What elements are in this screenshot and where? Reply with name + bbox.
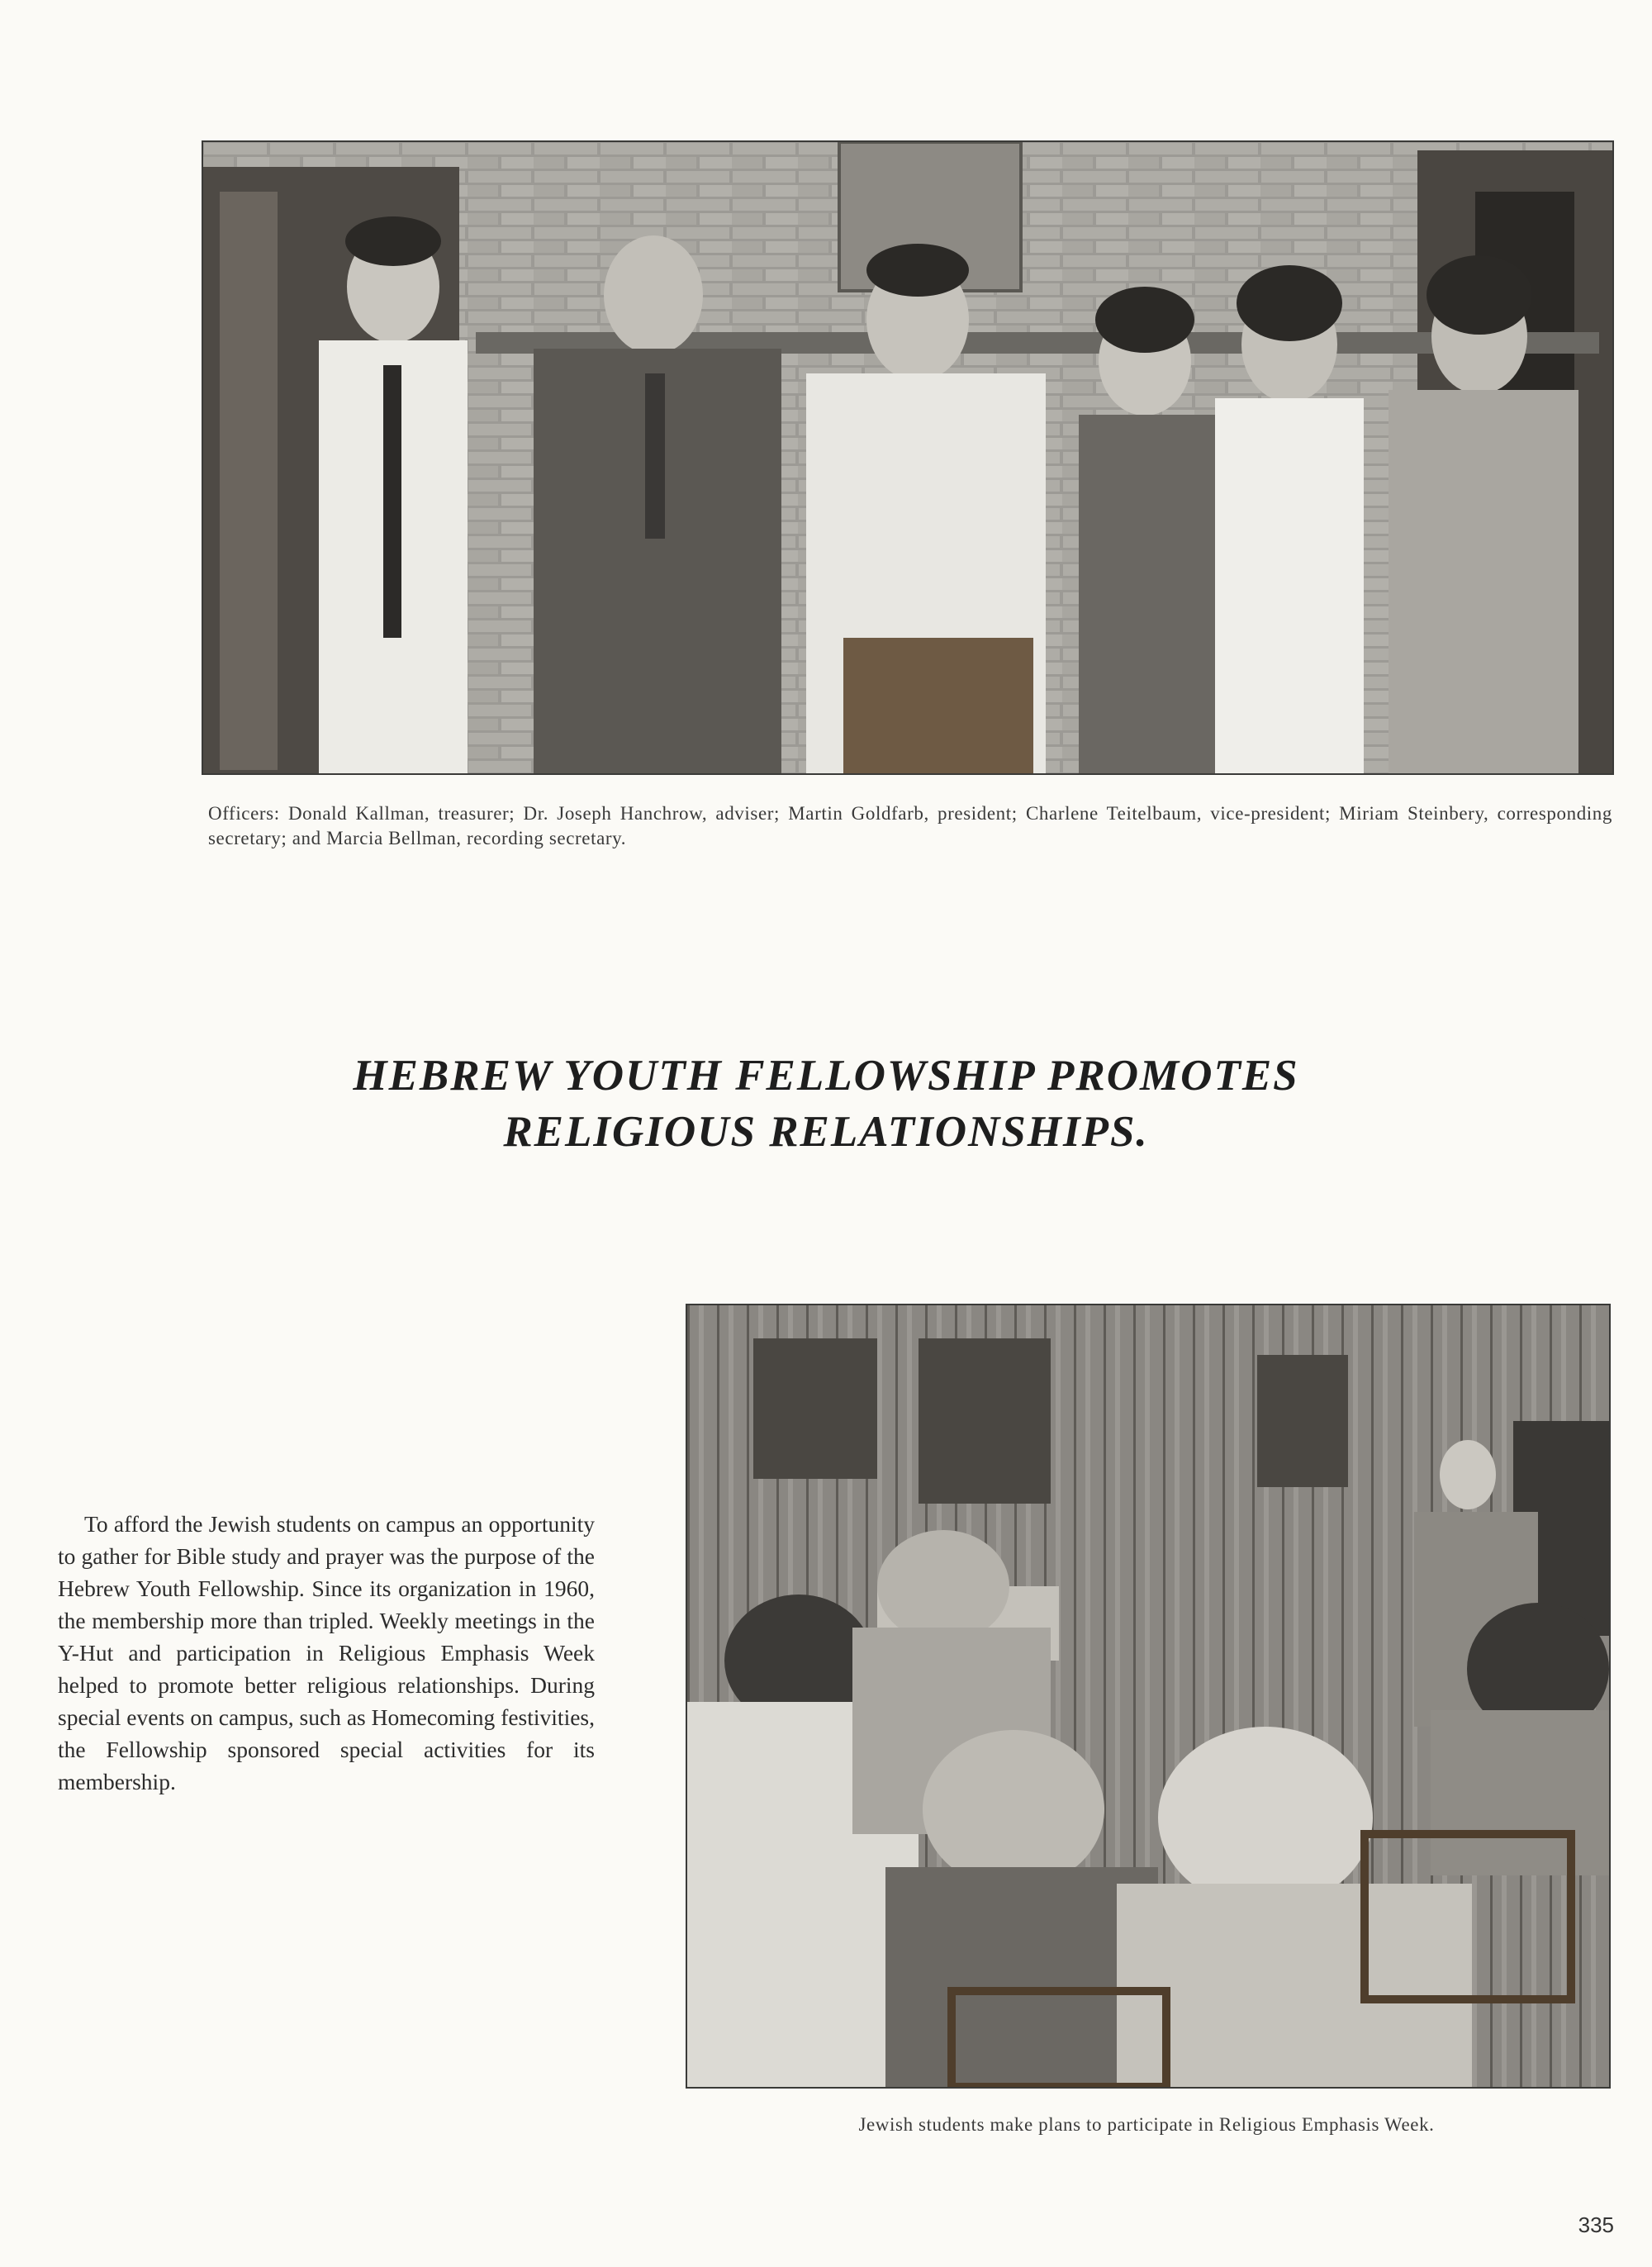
meeting-photo xyxy=(686,1304,1611,2089)
page-headline xyxy=(206,1048,1446,1160)
officers-photo-illustration xyxy=(203,142,1612,773)
officers-caption: Officers: Donald Kallman, treasurer; Dr. Joseph Hanchrow, adviser; Martin Goldfarb, president; Charlene Teitelbaum, vice-president; Miriam Steinbery, corresponding secretary; and Marcia Bellman, recording secretary. xyxy=(208,803,1612,848)
page-number: 335 xyxy=(1578,2212,1614,2237)
headline-line-1: HEBREW YOUTH FELLOWSHIP PROMOTES xyxy=(353,1051,1299,1100)
headline-line-2: RELIGIOUS RELATIONSHIPS. xyxy=(503,1107,1149,1156)
meeting-caption: Jewish students make plans to participate in Religious Emphasis Week. xyxy=(858,2114,1435,2135)
officers-photo xyxy=(202,140,1614,775)
meeting-photo-illustration xyxy=(687,1305,1609,2087)
article-paragraph: To afford the Jewish students on campus an opportunity to gather for Bible study and prayer was the purpose of the Hebrew Youth Fellowship. Since its organization in 1960, the membership more than tripled. Weekly meetings in the Y-Hut and participation in Religious Emphasis Week helped to promote better religious relationships. During special events on campus, such as Homecoming festivities, the Fellowship sponsored special activities for its membership. xyxy=(58,1510,595,1794)
